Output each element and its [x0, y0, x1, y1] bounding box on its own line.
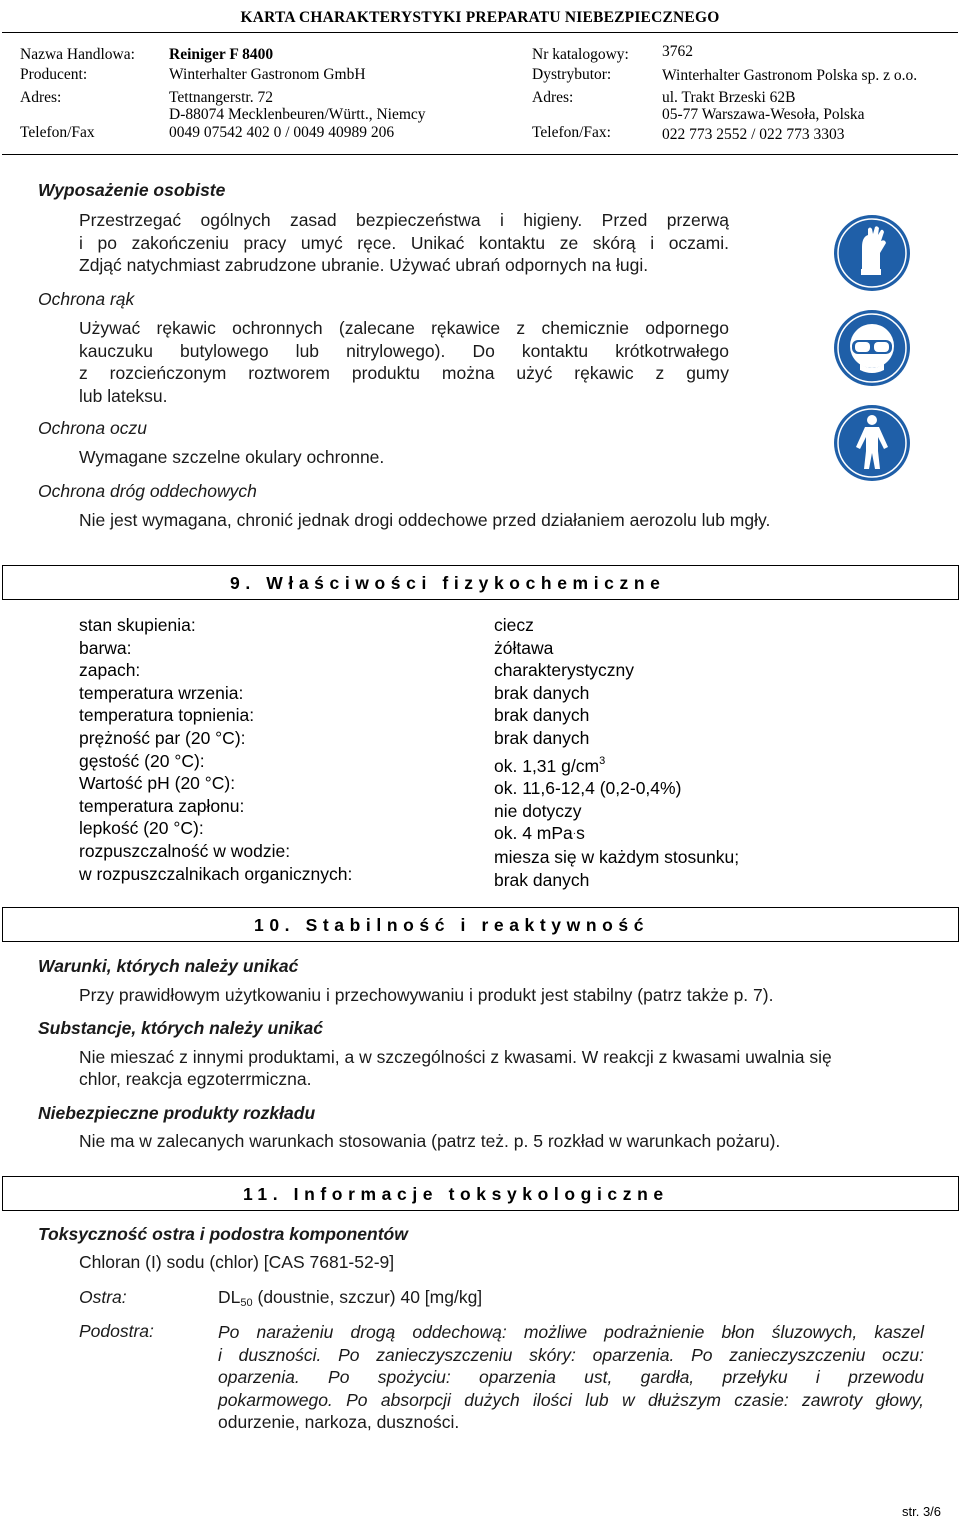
personal-equipment-heading: Wyposażenie osobiste	[38, 180, 226, 200]
property-label: prężność par (20 °C):	[79, 727, 246, 748]
distributor-address-line-2: 05-77 Warszawa-Wesoła, Polska	[662, 106, 865, 123]
address-line-2: D-88074 Mecklenbeuren/Württ., Niemcy	[169, 106, 426, 123]
section-10-heading: 10. Stabilność i reaktywność	[254, 915, 650, 935]
property-values	[494, 614, 739, 891]
property-labels	[79, 614, 352, 885]
address-label: Adres:	[20, 89, 62, 106]
respiratory-protection-heading: Ochrona dróg oddechowych	[38, 481, 257, 501]
catalog-label: Nr katalogowy:	[532, 46, 629, 63]
subacute-line: pokarmowego. Po absorpcji dużych ilości lub w dłuższym czasie: zawroty głowy,	[218, 1389, 924, 1410]
acute-label: Ostra:	[79, 1287, 127, 1307]
property-value: brak danych	[494, 727, 590, 748]
property-value: ciecz	[494, 615, 534, 635]
toxicity-heading: Toksyczność ostra i podostra komponentów	[38, 1224, 408, 1244]
phone: 0049 07542 402 0 / 0049 40989 206	[169, 124, 395, 141]
density-value: ok. 1,31 g/cm	[494, 755, 600, 776]
personal-equipment-text	[79, 209, 729, 277]
property-label: lepkość (20 °C):	[79, 818, 204, 839]
density-exponent: 3	[599, 754, 606, 767]
property-label: temperatura topnienia:	[79, 705, 255, 726]
distributor-phone-label: Telefon/Fax:	[532, 124, 611, 141]
hands-line: lub lateksu.	[79, 385, 168, 406]
property-value: nie dotyczy	[494, 800, 582, 821]
subacute-label: Podostra:	[79, 1321, 154, 1341]
protective-suit-icon	[832, 403, 912, 483]
header-top-rule	[2, 32, 958, 33]
decomposition-products-text: Nie ma w zalecanych warunkach stosowania (patrz też. p. 5 rozkład w warunkach pożaru).	[79, 1131, 781, 1151]
goggles-icon	[832, 308, 912, 388]
acute-detail: (doustnie, szczur) 40 [mg/kg]	[257, 1287, 483, 1307]
hand-protection-heading: Ochrona rąk	[38, 289, 135, 309]
property-label: stan skupienia:	[79, 615, 196, 635]
distributor-address-label: Adres:	[532, 89, 574, 106]
conditions-to-avoid-heading: Warunki, których należy unikać	[38, 956, 299, 976]
acute-value	[218, 1287, 482, 1309]
section-9-heading: 9. Właściwości fizykochemiczne	[230, 573, 666, 593]
materials-to-avoid-line-1: Nie mieszać z innymi produktami, a w szczególności z kwasami. W reakcji z kwasami uwalnia się	[79, 1047, 832, 1067]
property-value: miesza się w każdym stosunku;	[494, 846, 740, 867]
gloves-icon	[832, 213, 912, 293]
catalog-number: 3762	[662, 43, 693, 60]
safety-pictograms	[832, 213, 916, 498]
hands-line: kauczuku butylowego lub nitrylowego). Do kontaktu krótkotrwałego	[79, 340, 729, 361]
property-label: zapach:	[79, 660, 141, 681]
viscosity-unit: s	[576, 823, 585, 844]
subacute-text	[218, 1321, 924, 1434]
property-label: w rozpuszczalnikach organicznych:	[79, 863, 353, 884]
distributor-label: Dystrybutor:	[532, 66, 612, 83]
property-value-density	[494, 750, 739, 778]
dl-text: DL	[218, 1287, 241, 1307]
hands-line: Używać rękawic ochronnych (zalecane rękawice z chemicznie odpornego	[79, 318, 729, 338]
property-label: gęstość (20 °C):	[79, 750, 205, 771]
viscosity-value: ok. 4 mPa	[494, 823, 573, 844]
trade-name: Reiniger F 8400	[169, 46, 274, 63]
section-11-heading: 11. Informacje toksykologiczne	[243, 1184, 669, 1204]
materials-to-avoid-line-2: chlor, reakcja egzoterrmiczna.	[79, 1069, 312, 1089]
dl-subscript: 50	[240, 1297, 253, 1309]
property-label: barwa:	[79, 637, 132, 658]
phone-label: Telefon/Fax	[20, 124, 95, 141]
personal-line: Przestrzegać ogólnych zasad bezpieczeństwa i higieny. Przed przerwą	[79, 210, 729, 230]
document-title: KARTA CHARAKTERYSTYKI PREPARATU NIEBEZPIECZNEGO	[240, 9, 720, 26]
header-bottom-rule	[2, 154, 958, 155]
distributor: Winterhalter Gastronom Polska sp. z o.o.	[662, 67, 918, 84]
property-value: ok. 11,6-12,4 (0,2-0,4%)	[494, 778, 682, 799]
trade-name-label: Nazwa Handlowa:	[20, 46, 135, 63]
subacute-line: i duszności. Po zanieczyszczeniu skóry: oparzenia. Po zanieczyszczeniu oczu:	[218, 1344, 924, 1365]
producer-label: Producent:	[20, 66, 88, 83]
subacute-line: Po narażeniu drogą oddechową: możliwe podrażnienie błon śluzowych, kaszel	[218, 1322, 924, 1342]
subacute-line: oparzenia. Po spożyciu: oparzenia ust, gardła, przełyku i przewodu	[218, 1367, 924, 1387]
distributor-address-line-1: ul. Trakt Brzeski 62B	[662, 89, 796, 106]
property-value: brak danych	[494, 682, 590, 703]
address-line-1: Tettnangerstr. 72	[169, 89, 273, 106]
eye-protection-text: Wymagane szczelne okulary ochronne.	[79, 447, 385, 467]
property-label: Wartość pH (20 °C):	[79, 773, 236, 794]
component-name: Chloran (I) sodu (chlor) [CAS 7681-52-9]	[79, 1252, 395, 1272]
subacute-line: odurzenie, narkoza, duszności.	[218, 1412, 460, 1432]
materials-to-avoid-heading: Substancje, których należy unikać	[38, 1018, 323, 1038]
property-value: brak danych	[494, 705, 590, 726]
decomposition-products-heading: Niebezpieczne produkty rozkładu	[38, 1103, 316, 1123]
property-value: żółtawa	[494, 637, 554, 658]
property-label: rozpuszczalność w wodzie:	[79, 840, 291, 861]
page-number: str. 3/6	[902, 1504, 942, 1519]
hands-line: z rozcieńczonym roztworem produktu można użyć rękawic z gumy	[79, 363, 729, 383]
property-value: brak danych	[494, 869, 590, 890]
property-label: temperatura wrzenia:	[79, 682, 244, 703]
property-value: charakterystyczny	[494, 660, 635, 681]
distributor-phone: 022 773 2552 / 022 773 3303	[662, 126, 845, 143]
personal-line: Zdjąć natychmiast zabrudzone ubranie. Używać ubrań odpornych na ługi.	[79, 255, 649, 275]
hand-protection-text	[79, 317, 729, 407]
eye-protection-heading: Ochrona oczu	[38, 418, 147, 438]
personal-line: i po zakończeniu pracy umyć ręce. Unikać kontaktu ze skórą i oczami.	[79, 232, 729, 253]
property-value-viscosity: ok. 4 mPa·s	[494, 823, 585, 844]
property-label: temperatura zapłonu:	[79, 795, 245, 816]
conditions-to-avoid-text: Przy prawidłowym użytkowaniu i przechowywaniu i produkt jest stabilny (patrz także p. 7).	[79, 985, 774, 1005]
producer: Winterhalter Gastronom GmbH	[169, 66, 366, 83]
respiratory-protection-text: Nie jest wymagana, chronić jednak drogi oddechowe przed działaniem aerozolu lub mgły.	[79, 510, 771, 530]
